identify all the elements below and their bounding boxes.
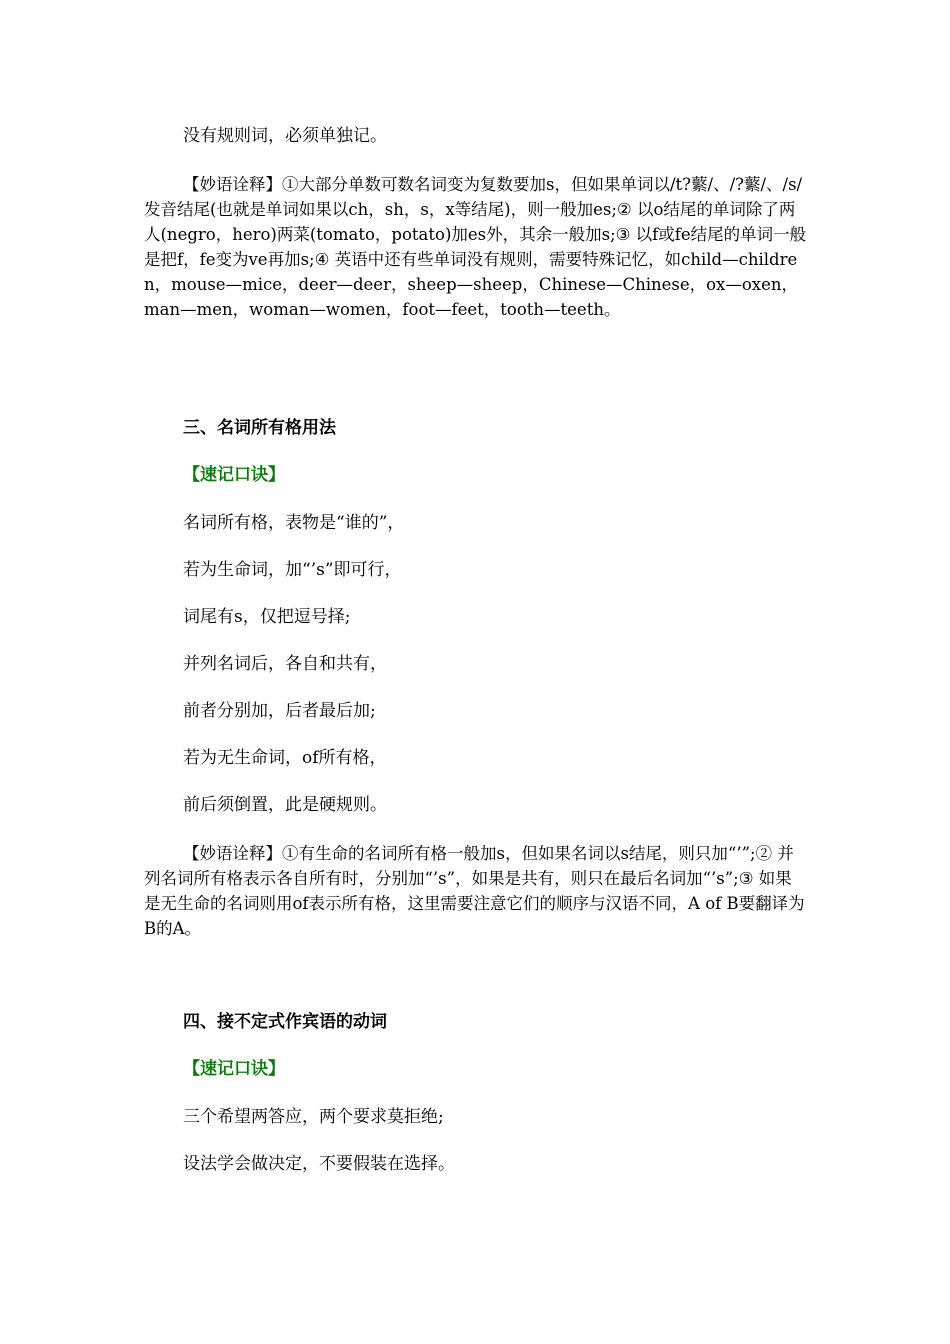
- possessive-rhyme-line-6: 若为无生命词，of所有格，: [183, 748, 387, 768]
- section-three-mnemonic-label: 【速记口诀】: [183, 465, 285, 485]
- section-four-heading: 四、接不定式作宾语的动词: [183, 1012, 387, 1032]
- infinitive-rhyme-line-2: 设法学会做决定，不要假装在选择。: [183, 1154, 455, 1174]
- possessive-rhyme-line-4: 并列名词后，各自和共有，: [183, 654, 387, 674]
- possessive-rhyme-line-3: 词尾有s，仅把逗号择;: [183, 607, 351, 627]
- possessive-rhyme-line-2: 若为生命词，加“’s”即可行，: [183, 560, 402, 580]
- possessive-rhyme-line-1: 名词所有格，表物是“谁的”，: [183, 513, 405, 533]
- plural-explanation: 【妙语诠释】①大部分单数可数名词变为复数要加s，但如果单词以/t?蘩/、/?蘩/、/s/发音结尾(也就是单词如果以ch，sh，s，x等结尾)，则一般加es;② 以o结尾的单词除了两人(negro，hero)两菜(tomato，potato)加es外，其余一般加s;③ 以f或fe结尾的单词一般是把f，fe变为ve再加s;④ 英语中还有些单词没有规则，需要特殊记忆，如child—children，mouse—mice，deer—deer，sheep—sheep，Chinese—Chinese，ox—oxen，man—men，woman—women，foot—feet，tooth—teeth。: [144, 175, 807, 319]
- plural-intro-line: 没有规则词，必须单独记。: [183, 126, 387, 146]
- infinitive-rhyme-line-1: 三个希望两答应，两个要求莫拒绝;: [183, 1107, 444, 1127]
- possessive-rhyme-line-7: 前后须倒置，此是硬规则。: [183, 795, 387, 815]
- possessive-explanation: 【妙语诠释】①有生命的名词所有格一般加s，但如果名词以s结尾，则只加“’”;② 并列名词所有格表示各自所有时，分别加“’s”，如果是共有，则只在最后名词加“’s”;③ 如果是无生命的名词则用of表示所有格，这里需要注意它们的顺序与汉语不同，A of B要翻译为B的A。: [144, 844, 805, 938]
- section-four-mnemonic-label: 【速记口诀】: [183, 1059, 285, 1079]
- possessive-rhyme-line-5: 前者分别加，后者最后加;: [183, 701, 376, 721]
- section-three-heading: 三、名词所有格用法: [183, 418, 336, 438]
